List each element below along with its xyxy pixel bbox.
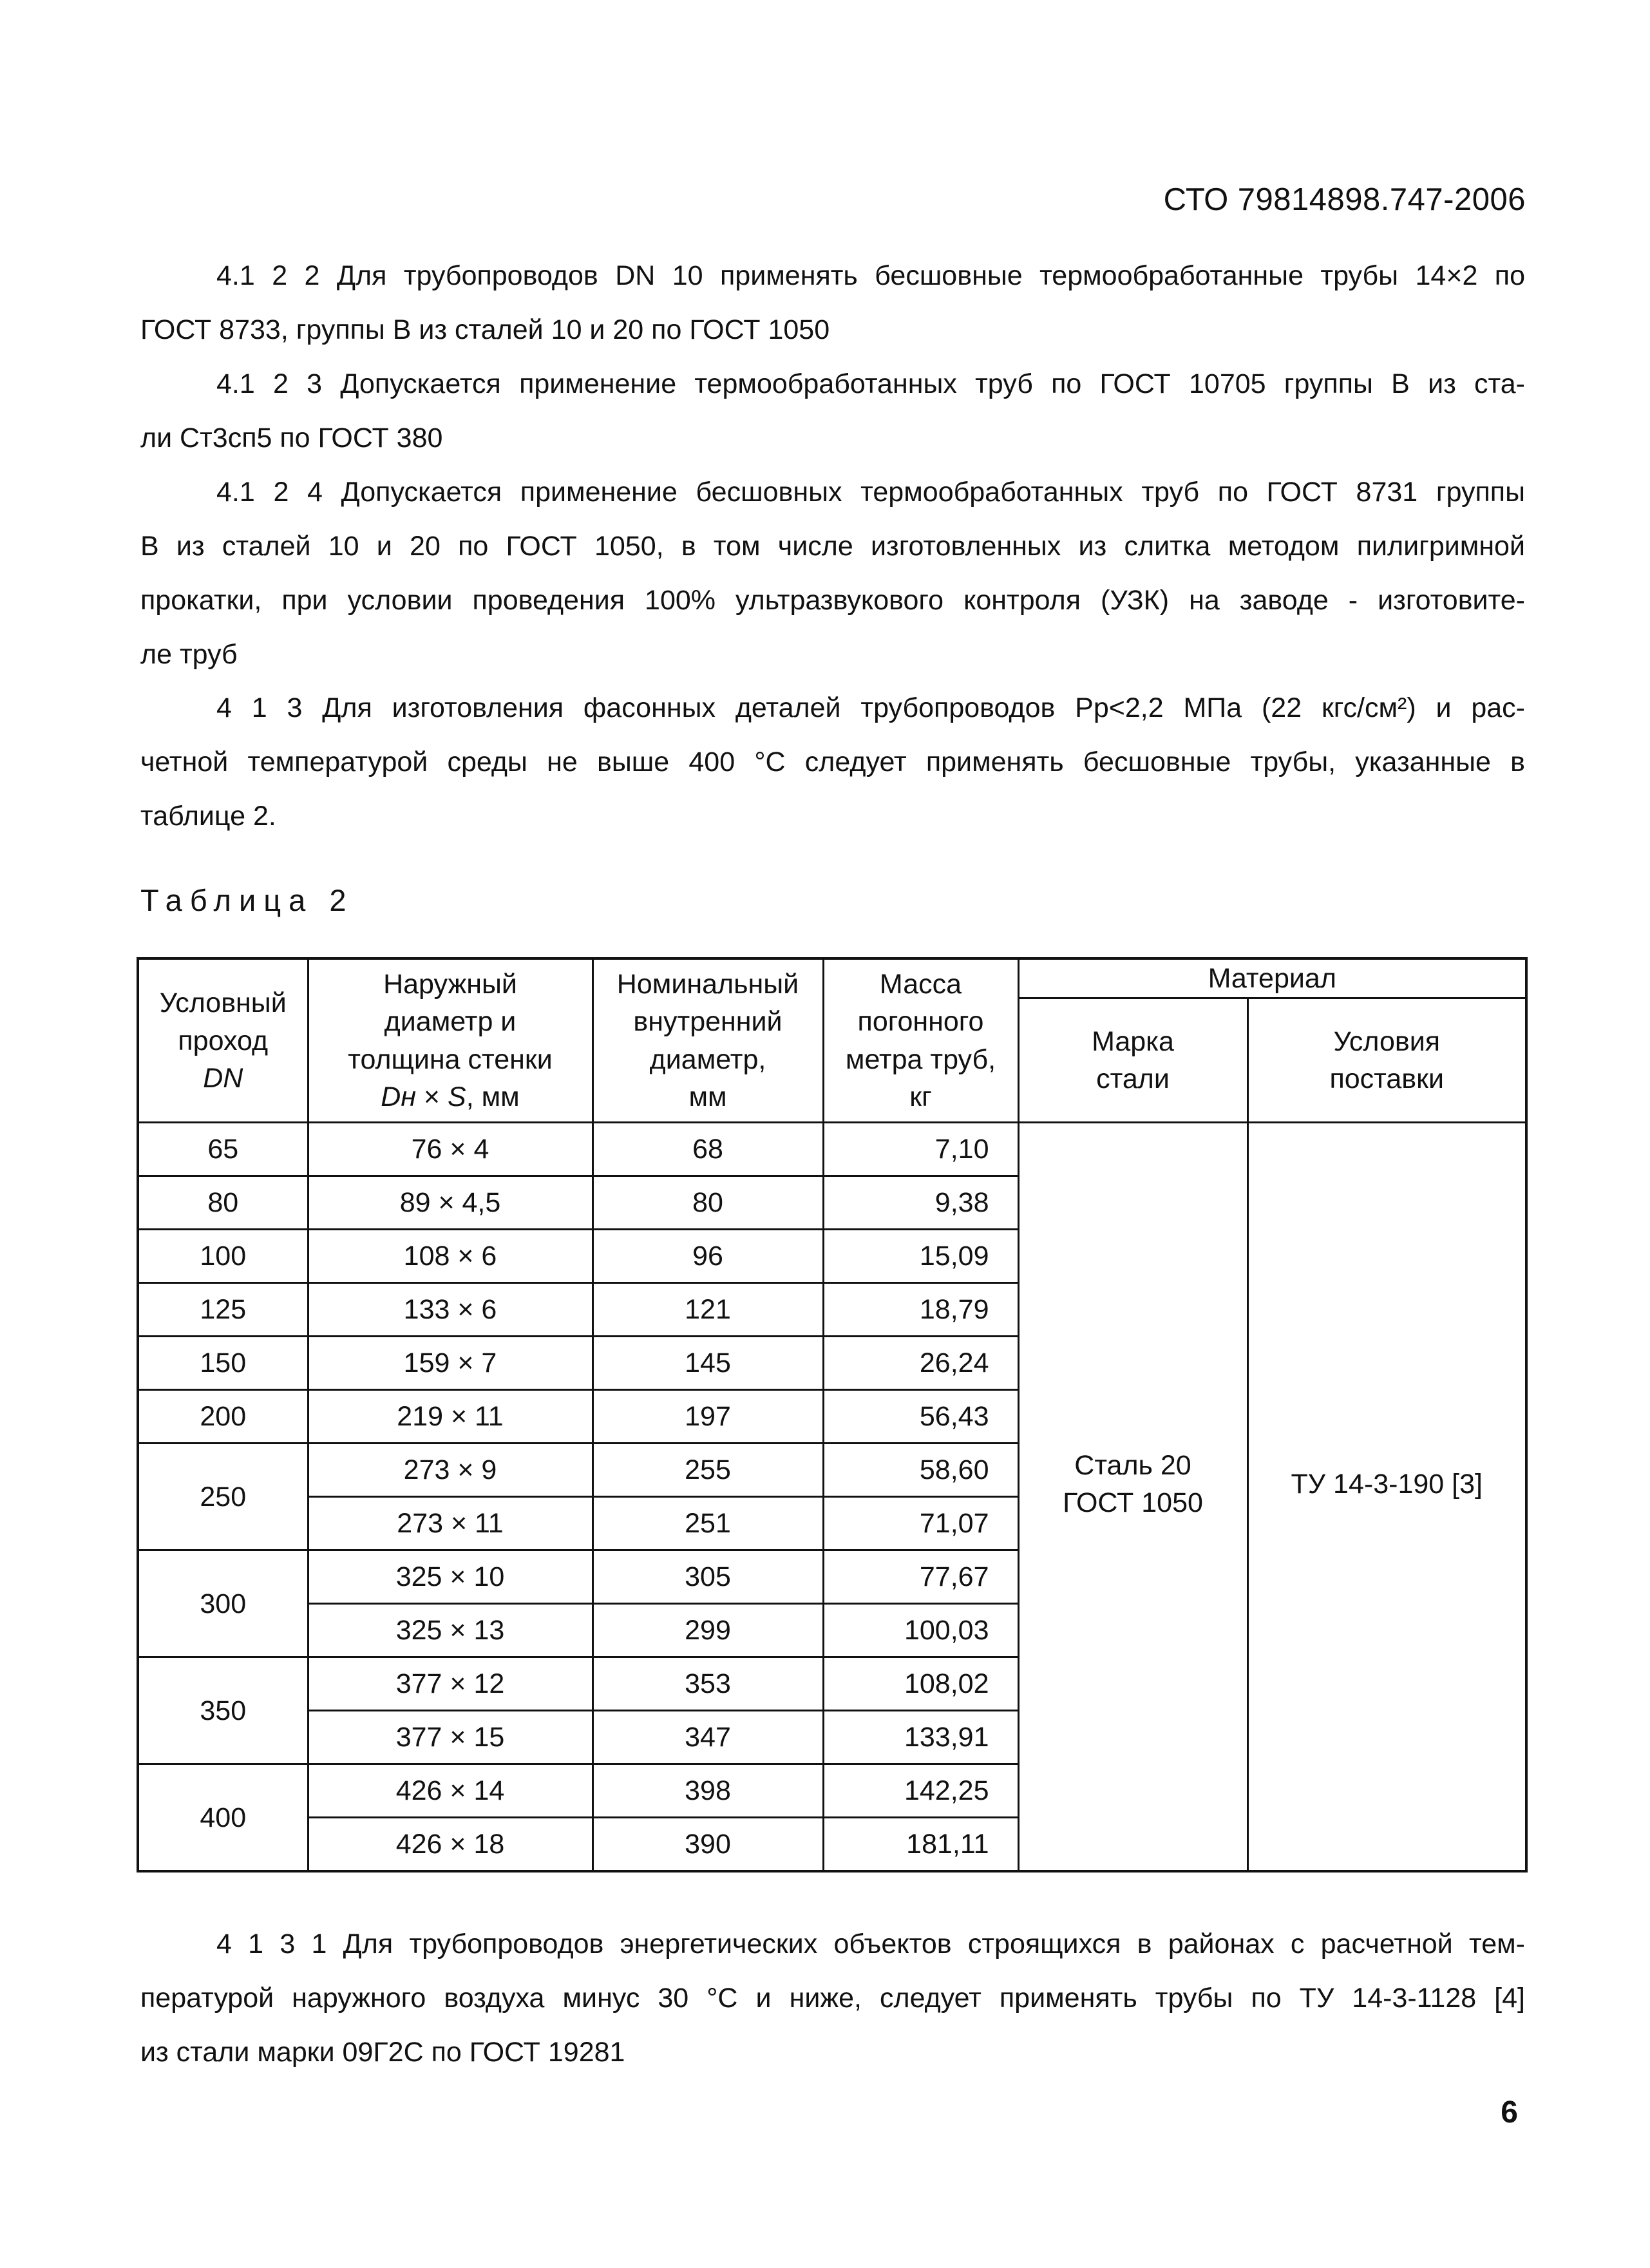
cell-inner-diameter: 121 bbox=[593, 1283, 823, 1337]
cell-inner-diameter: 145 bbox=[593, 1337, 823, 1390]
cell-outer-diameter: 89 × 4,5 bbox=[308, 1176, 593, 1230]
cell-outer-diameter: 377 × 15 bbox=[308, 1711, 593, 1764]
cell-mass: 56,43 bbox=[823, 1390, 1018, 1444]
paragraph-line: четной температурой среды не выше 400 °С следует применять бесшовные трубы, указанные в bbox=[140, 747, 1525, 777]
cell-nominal-bore: 400 bbox=[138, 1764, 308, 1872]
cell-nominal-bore: 300 bbox=[138, 1550, 308, 1657]
cell-steel-grade: Сталь 20 ГОСТ 1050 bbox=[1018, 1123, 1247, 1872]
cell-mass: 181,11 bbox=[823, 1818, 1018, 1872]
cell-inner-diameter: 390 bbox=[593, 1818, 823, 1872]
paragraph-line: 4 1 3 1 Для трубопроводов энергетических объектов строящихся в районах с расчетной тем- bbox=[216, 1929, 1525, 1959]
cell-mass: 18,79 bbox=[823, 1283, 1018, 1337]
paragraph-line: 4.1 2 3 Допускается применение термообработанных труб по ГОСТ 10705 группы В из ста- bbox=[216, 368, 1525, 399]
cell-mass: 108,02 bbox=[823, 1657, 1018, 1711]
paragraph-4-1-2-3 bbox=[140, 357, 1525, 465]
table-caption: Таблица 2 bbox=[140, 883, 354, 917]
cell-outer-diameter: 273 × 11 bbox=[308, 1497, 593, 1550]
cell-mass: 142,25 bbox=[823, 1764, 1018, 1818]
cell-outer-diameter: 325 × 10 bbox=[308, 1550, 593, 1604]
cell-outer-diameter: 108 × 6 bbox=[308, 1230, 593, 1283]
cell-outer-diameter: 219 × 11 bbox=[308, 1390, 593, 1444]
cell-nominal-bore: 125 bbox=[138, 1283, 308, 1337]
header-nominal-bore: Условный проход DN bbox=[138, 958, 308, 1123]
paragraph-4-1-3 bbox=[140, 681, 1525, 843]
header-outer-diameter: Наружный диаметр и толщина стенки Dн × S, мм bbox=[308, 958, 593, 1123]
paragraph-line: из стали марки 09Г2С по ГОСТ 19281 bbox=[140, 2037, 625, 2068]
header-delivery-conditions: Условия поставки bbox=[1247, 998, 1526, 1123]
paragraph-line: ГОСТ 8733, группы В из сталей 10 и 20 по ГОСТ 1050 bbox=[140, 314, 830, 345]
cell-mass: 58,60 bbox=[823, 1444, 1018, 1497]
cell-inner-diameter: 96 bbox=[593, 1230, 823, 1283]
cell-outer-diameter: 76 × 4 bbox=[308, 1123, 593, 1176]
cell-outer-diameter: 159 × 7 bbox=[308, 1337, 593, 1390]
paragraph-line: ли Ст3сп5 по ГОСТ 380 bbox=[140, 423, 443, 453]
paragraph-line: 4.1 2 4 Допускается применение бесшовных термообработанных труб по ГОСТ 8731 группы bbox=[216, 477, 1525, 508]
paragraph-line: ле труб bbox=[140, 639, 238, 670]
cell-inner-diameter: 347 bbox=[593, 1711, 823, 1764]
cell-nominal-bore: 100 bbox=[138, 1230, 308, 1283]
header-steel-grade: Марка стали bbox=[1018, 998, 1247, 1123]
paragraph-4-1-2-4 bbox=[140, 465, 1525, 681]
cell-outer-diameter: 426 × 18 bbox=[308, 1818, 593, 1872]
paragraph-line: таблице 2. bbox=[140, 801, 276, 832]
table-row bbox=[138, 1123, 1526, 1176]
cell-inner-diameter: 255 bbox=[593, 1444, 823, 1497]
cell-nominal-bore: 150 bbox=[138, 1337, 308, 1390]
cell-inner-diameter: 299 bbox=[593, 1604, 823, 1657]
paragraph-4-1-3-1 bbox=[140, 1917, 1525, 2079]
paragraph-line: прокатки, при условии проведения 100% ультразвукового контроля (УЗК) на заводе - изготовите- bbox=[140, 585, 1525, 616]
cell-mass: 100,03 bbox=[823, 1604, 1018, 1657]
cell-nominal-bore: 250 bbox=[138, 1444, 308, 1550]
cell-mass: 133,91 bbox=[823, 1711, 1018, 1764]
cell-mass: 7,10 bbox=[823, 1123, 1018, 1176]
cell-mass: 71,07 bbox=[823, 1497, 1018, 1550]
cell-mass: 26,24 bbox=[823, 1337, 1018, 1390]
cell-inner-diameter: 251 bbox=[593, 1497, 823, 1550]
paragraph-line: пературой наружного воздуха минус 30 °С и ниже, следует применять трубы по ТУ 14-3-1128 [4] bbox=[140, 1983, 1525, 2014]
header-material: Материал bbox=[1018, 958, 1526, 998]
cell-mass: 77,67 bbox=[823, 1550, 1018, 1604]
cell-nominal-bore: 65 bbox=[138, 1123, 308, 1176]
paragraph-4-1-2-2 bbox=[140, 249, 1525, 357]
cell-inner-diameter: 305 bbox=[593, 1550, 823, 1604]
document-code: СТО 79814898.747-2006 bbox=[1163, 182, 1526, 217]
cell-inner-diameter: 68 bbox=[593, 1123, 823, 1176]
cell-outer-diameter: 426 × 14 bbox=[308, 1764, 593, 1818]
cell-mass: 9,38 bbox=[823, 1176, 1018, 1230]
cell-mass: 15,09 bbox=[823, 1230, 1018, 1283]
cell-outer-diameter: 325 × 13 bbox=[308, 1604, 593, 1657]
cell-nominal-bore: 200 bbox=[138, 1390, 308, 1444]
page-number: 6 bbox=[1501, 2095, 1518, 2130]
cell-outer-diameter: 377 × 12 bbox=[308, 1657, 593, 1711]
cell-nominal-bore: 350 bbox=[138, 1657, 308, 1764]
cell-nominal-bore: 80 bbox=[138, 1176, 308, 1230]
paragraph-line: 4 1 3 Для изготовления фасонных деталей трубопроводов Pp<2,2 МПа (22 кгс/см²) и рас- bbox=[216, 692, 1525, 723]
cell-delivery-conditions: ТУ 14-3-190 [3] bbox=[1247, 1123, 1526, 1872]
cell-inner-diameter: 353 bbox=[593, 1657, 823, 1711]
cell-inner-diameter: 197 bbox=[593, 1390, 823, 1444]
cell-inner-diameter: 398 bbox=[593, 1764, 823, 1818]
cell-outer-diameter: 133 × 6 bbox=[308, 1283, 593, 1337]
paragraph-line: 4.1 2 2 Для трубопроводов DN 10 применять бесшовные термообработанные трубы 14×2 по bbox=[216, 260, 1525, 291]
pipe-specification-table bbox=[137, 957, 1528, 1873]
header-inner-diameter: Номинальный внутренний диаметр, мм bbox=[593, 958, 823, 1123]
paragraph-line: В из сталей 10 и 20 по ГОСТ 1050, в том числе изготовленных из слитка методом пилигримной bbox=[140, 531, 1525, 562]
cell-inner-diameter: 80 bbox=[593, 1176, 823, 1230]
cell-outer-diameter: 273 × 9 bbox=[308, 1444, 593, 1497]
header-mass: Масса погонного метра труб, кг bbox=[823, 958, 1018, 1123]
